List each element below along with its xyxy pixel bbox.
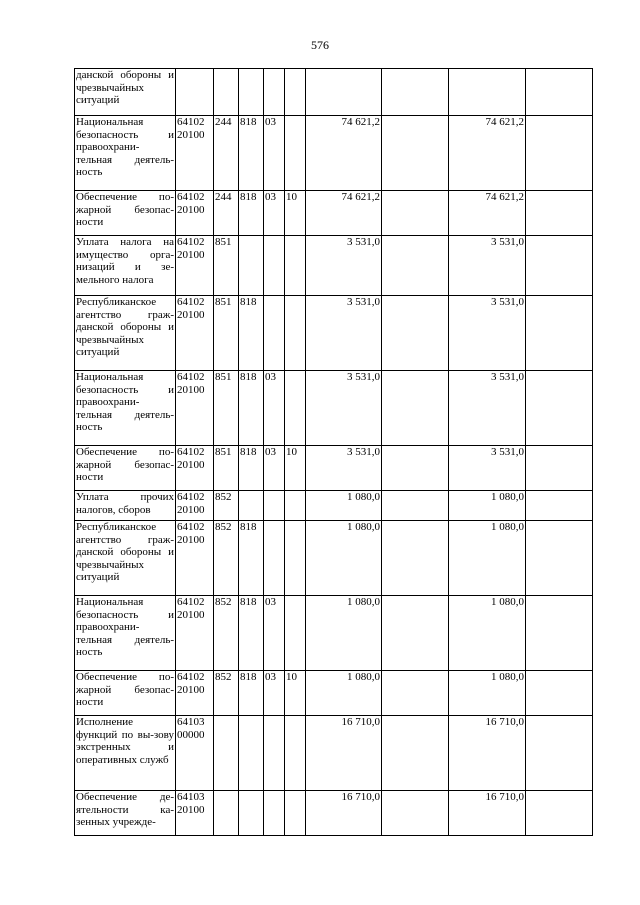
amount-cell-2 bbox=[382, 371, 449, 446]
row-name-cell: Исполнение функций по вы-зову экстренных и оперативных служб bbox=[75, 716, 176, 791]
administrator-code-cell bbox=[239, 69, 264, 116]
table-row bbox=[75, 791, 593, 836]
row-name-cell: Национальная безопасность и правоохрани-тельная деятель-ность bbox=[75, 596, 176, 671]
amount-cell-3: 1 080,0 bbox=[449, 521, 526, 596]
target-article-code-cell: 64103 00000 bbox=[176, 716, 214, 791]
amount-cell-1: 1 080,0 bbox=[306, 671, 382, 716]
table-row bbox=[75, 671, 593, 716]
amount-cell-3: 3 531,0 bbox=[449, 236, 526, 296]
amount-cell-2 bbox=[382, 191, 449, 236]
subsection-code-cell bbox=[285, 371, 306, 446]
section-code-cell bbox=[264, 791, 285, 836]
target-article-code-cell: 64102 20100 bbox=[176, 296, 214, 371]
administrator-code-cell: 818 bbox=[239, 296, 264, 371]
subsection-code-cell: 10 bbox=[285, 191, 306, 236]
expense-type-code-cell: 244 bbox=[214, 191, 239, 236]
target-article-code-cell: 64102 20100 bbox=[176, 671, 214, 716]
section-code-cell bbox=[264, 716, 285, 791]
target-article-code-cell bbox=[176, 69, 214, 116]
expense-type-code-cell: 851 bbox=[214, 236, 239, 296]
amount-cell-2 bbox=[382, 296, 449, 371]
amount-cell-4 bbox=[526, 236, 593, 296]
administrator-code-cell bbox=[239, 236, 264, 296]
table-row bbox=[75, 69, 593, 116]
amount-cell-2 bbox=[382, 596, 449, 671]
section-code-cell: 03 bbox=[264, 116, 285, 191]
row-name-cell: Обеспечение по-жарной безопас-ности bbox=[75, 191, 176, 236]
subsection-code-cell bbox=[285, 236, 306, 296]
amount-cell-3: 16 710,0 bbox=[449, 716, 526, 791]
table-row bbox=[75, 521, 593, 596]
amount-cell-2 bbox=[382, 791, 449, 836]
amount-cell-1: 74 621,2 bbox=[306, 191, 382, 236]
expense-type-code-cell: 852 bbox=[214, 521, 239, 596]
table-row bbox=[75, 596, 593, 671]
table-row bbox=[75, 116, 593, 191]
amount-cell-1: 3 531,0 bbox=[306, 446, 382, 491]
table-row bbox=[75, 236, 593, 296]
subsection-code-cell bbox=[285, 116, 306, 191]
amount-cell-2 bbox=[382, 671, 449, 716]
target-article-code-cell: 64102 20100 bbox=[176, 491, 214, 521]
expense-type-code-cell: 852 bbox=[214, 596, 239, 671]
row-name-cell: Обеспечение по-жарной безопас-ности bbox=[75, 446, 176, 491]
administrator-code-cell bbox=[239, 491, 264, 521]
subsection-code-cell bbox=[285, 791, 306, 836]
section-code-cell bbox=[264, 236, 285, 296]
amount-cell-3: 3 531,0 bbox=[449, 446, 526, 491]
table-row bbox=[75, 716, 593, 791]
amount-cell-1: 3 531,0 bbox=[306, 236, 382, 296]
amount-cell-3: 3 531,0 bbox=[449, 296, 526, 371]
expense-type-code-cell bbox=[214, 716, 239, 791]
target-article-code-cell: 64102 20100 bbox=[176, 191, 214, 236]
amount-cell-1: 16 710,0 bbox=[306, 791, 382, 836]
administrator-code-cell: 818 bbox=[239, 521, 264, 596]
amount-cell-2 bbox=[382, 446, 449, 491]
section-code-cell bbox=[264, 521, 285, 596]
expense-type-code-cell: 852 bbox=[214, 491, 239, 521]
subsection-code-cell bbox=[285, 521, 306, 596]
amount-cell-4 bbox=[526, 521, 593, 596]
amount-cell-4 bbox=[526, 116, 593, 191]
section-code-cell: 03 bbox=[264, 596, 285, 671]
administrator-code-cell: 818 bbox=[239, 596, 264, 671]
amount-cell-2 bbox=[382, 716, 449, 791]
table-body bbox=[75, 69, 593, 836]
section-code-cell bbox=[264, 296, 285, 371]
budget-table bbox=[74, 68, 593, 836]
amount-cell-1: 1 080,0 bbox=[306, 596, 382, 671]
amount-cell-2 bbox=[382, 521, 449, 596]
target-article-code-cell: 64102 20100 bbox=[176, 371, 214, 446]
amount-cell-3: 1 080,0 bbox=[449, 596, 526, 671]
amount-cell-4 bbox=[526, 671, 593, 716]
target-article-code-cell: 64102 20100 bbox=[176, 236, 214, 296]
table-row bbox=[75, 191, 593, 236]
section-code-cell: 03 bbox=[264, 446, 285, 491]
administrator-code-cell: 818 bbox=[239, 446, 264, 491]
section-code-cell bbox=[264, 491, 285, 521]
target-article-code-cell: 64103 20100 bbox=[176, 791, 214, 836]
amount-cell-3: 1 080,0 bbox=[449, 671, 526, 716]
subsection-code-cell: 10 bbox=[285, 671, 306, 716]
amount-cell-1: 16 710,0 bbox=[306, 716, 382, 791]
amount-cell-4 bbox=[526, 491, 593, 521]
subsection-code-cell bbox=[285, 69, 306, 116]
target-article-code-cell: 64102 20100 bbox=[176, 521, 214, 596]
expense-type-code-cell: 851 bbox=[214, 371, 239, 446]
amount-cell-4 bbox=[526, 446, 593, 491]
amount-cell-1: 1 080,0 bbox=[306, 491, 382, 521]
target-article-code-cell: 64102 20100 bbox=[176, 596, 214, 671]
section-code-cell: 03 bbox=[264, 671, 285, 716]
amount-cell-1: 3 531,0 bbox=[306, 371, 382, 446]
expense-type-code-cell bbox=[214, 69, 239, 116]
subsection-code-cell: 10 bbox=[285, 446, 306, 491]
target-article-code-cell: 64102 20100 bbox=[176, 116, 214, 191]
amount-cell-4 bbox=[526, 716, 593, 791]
section-code-cell bbox=[264, 69, 285, 116]
row-name-cell: Уплата налога на имущество орга-низаций и зе-мельного налога bbox=[75, 236, 176, 296]
amount-cell-2 bbox=[382, 116, 449, 191]
subsection-code-cell bbox=[285, 296, 306, 371]
administrator-code-cell: 818 bbox=[239, 191, 264, 236]
expense-type-code-cell: 851 bbox=[214, 446, 239, 491]
administrator-code-cell: 818 bbox=[239, 671, 264, 716]
amount-cell-4 bbox=[526, 596, 593, 671]
table-row bbox=[75, 491, 593, 521]
amount-cell-3: 3 531,0 bbox=[449, 371, 526, 446]
amount-cell-3: 74 621,2 bbox=[449, 191, 526, 236]
amount-cell-2 bbox=[382, 236, 449, 296]
expense-type-code-cell: 851 bbox=[214, 296, 239, 371]
amount-cell-4 bbox=[526, 191, 593, 236]
expense-type-code-cell bbox=[214, 791, 239, 836]
amount-cell-1: 3 531,0 bbox=[306, 296, 382, 371]
table-row bbox=[75, 446, 593, 491]
amount-cell-4 bbox=[526, 371, 593, 446]
row-name-cell: Уплата прочих налогов, сборов bbox=[75, 491, 176, 521]
amount-cell-3: 1 080,0 bbox=[449, 491, 526, 521]
subsection-code-cell bbox=[285, 716, 306, 791]
row-name-cell: Обеспечение по-жарной безопас-ности bbox=[75, 671, 176, 716]
section-code-cell: 03 bbox=[264, 371, 285, 446]
amount-cell-3: 16 710,0 bbox=[449, 791, 526, 836]
amount-cell-2 bbox=[382, 491, 449, 521]
section-code-cell: 03 bbox=[264, 191, 285, 236]
amount-cell-1: 1 080,0 bbox=[306, 521, 382, 596]
subsection-code-cell bbox=[285, 596, 306, 671]
target-article-code-cell: 64102 20100 bbox=[176, 446, 214, 491]
amount-cell-1: 74 621,2 bbox=[306, 116, 382, 191]
row-name-cell: Национальная безопасность и правоохрани-тельная деятель-ность bbox=[75, 371, 176, 446]
administrator-code-cell: 818 bbox=[239, 371, 264, 446]
table-row bbox=[75, 371, 593, 446]
row-name-cell: Республиканское агентство граж-данской обороны и чрезвычайных ситуаций bbox=[75, 296, 176, 371]
amount-cell-3: 74 621,2 bbox=[449, 116, 526, 191]
expense-type-code-cell: 852 bbox=[214, 671, 239, 716]
subsection-code-cell bbox=[285, 491, 306, 521]
row-name-cell: Обеспечение де-ятельности ка-зенных учрежде- bbox=[75, 791, 176, 836]
row-name-cell: данской обороны и чрезвычайных ситуаций bbox=[75, 69, 176, 116]
amount-cell-1 bbox=[306, 69, 382, 116]
administrator-code-cell: 818 bbox=[239, 116, 264, 191]
administrator-code-cell bbox=[239, 716, 264, 791]
amount-cell-3 bbox=[449, 69, 526, 116]
table-row bbox=[75, 296, 593, 371]
amount-cell-4 bbox=[526, 69, 593, 116]
page-number: 576 bbox=[311, 38, 329, 52]
row-name-cell: Республиканское агентство граж-данской обороны и чрезвычайных ситуаций bbox=[75, 521, 176, 596]
amount-cell-2 bbox=[382, 69, 449, 116]
amount-cell-4 bbox=[526, 791, 593, 836]
administrator-code-cell bbox=[239, 791, 264, 836]
expense-type-code-cell: 244 bbox=[214, 116, 239, 191]
row-name-cell: Национальная безопасность и правоохрани-тельная деятель-ность bbox=[75, 116, 176, 191]
amount-cell-4 bbox=[526, 296, 593, 371]
